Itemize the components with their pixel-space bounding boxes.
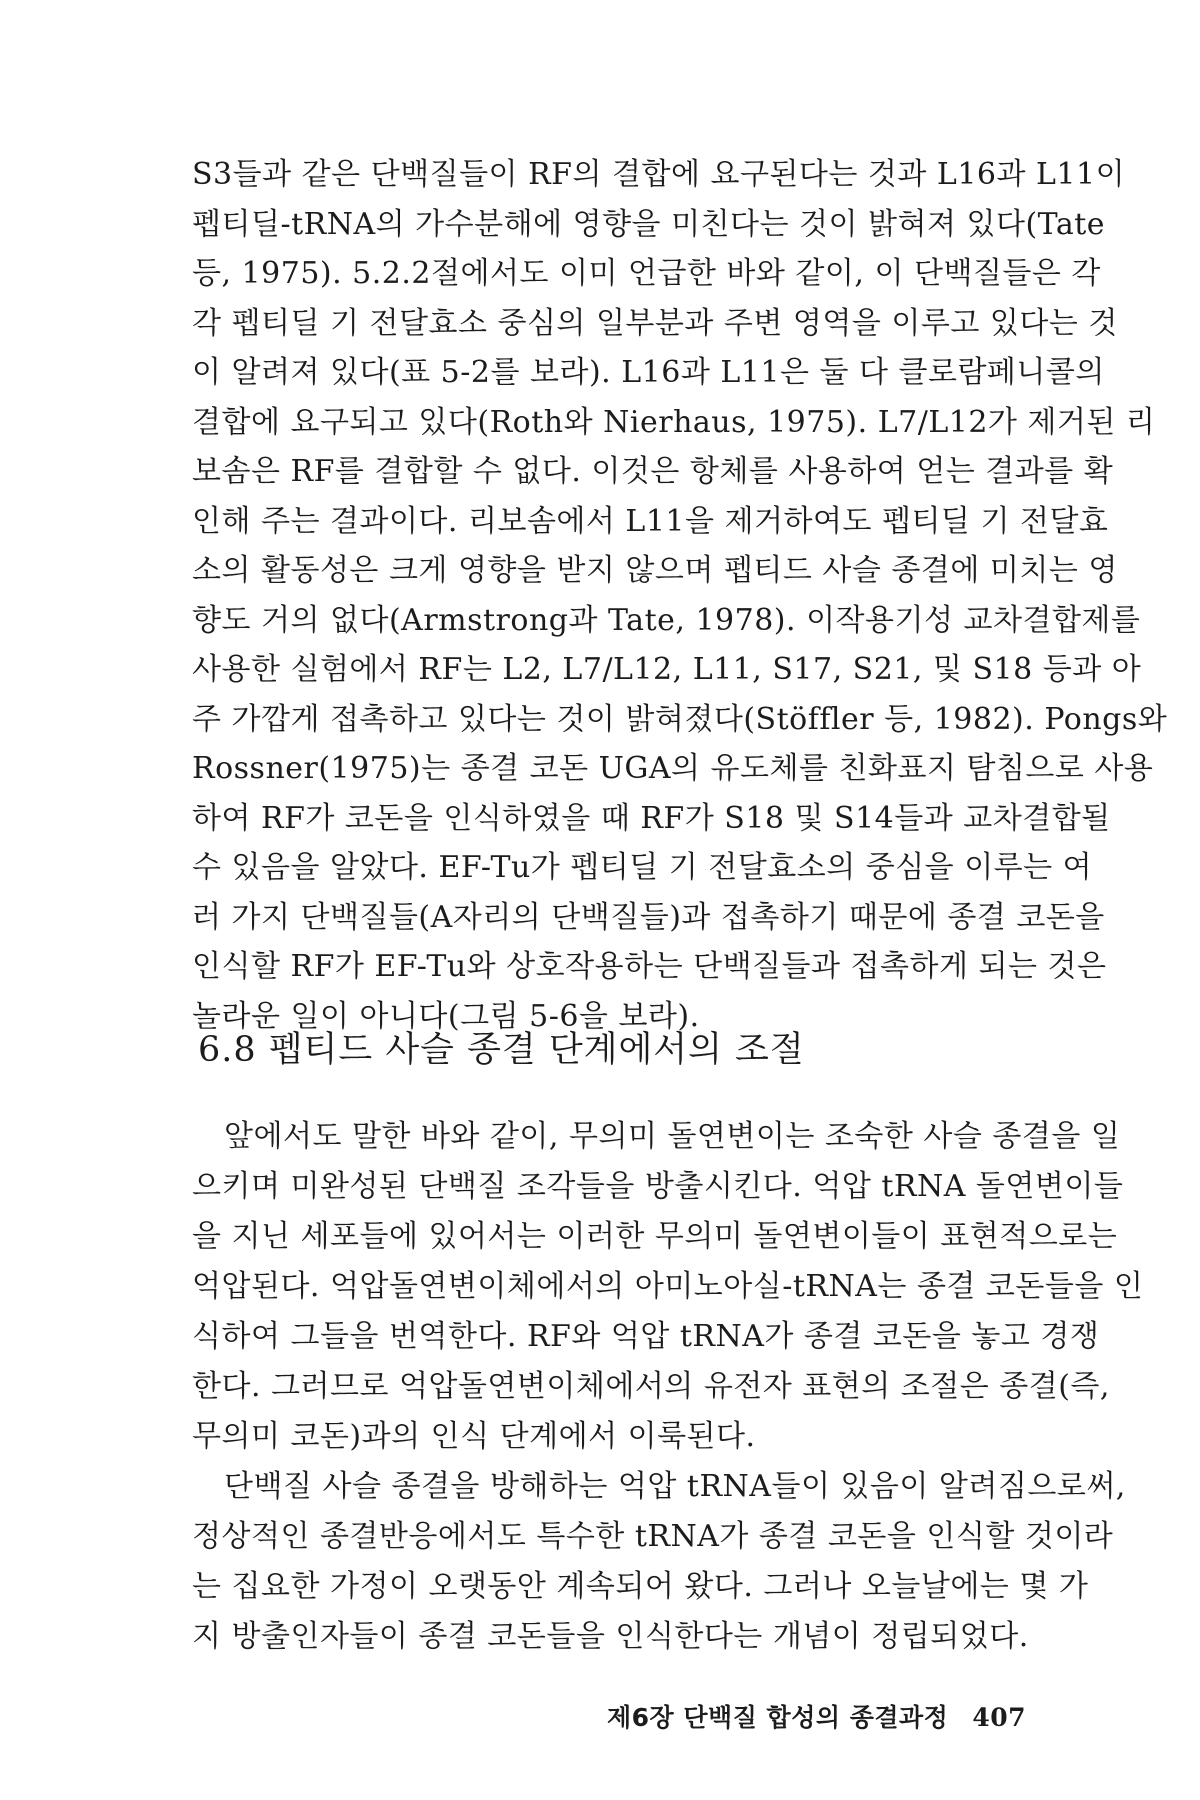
paragraph-line: 러 가지 단백질들(A자리의 단백질들)과 접촉하기 때문에 종결 코돈을 <box>192 899 1105 935</box>
paragraph-line: 사용한 실험에서 RF는 L2, L7/L12, L11, S17, S21, 및 S18 등과 아 <box>192 652 1142 687</box>
paragraph-line: 등, 1975). 5.2.2절에서도 이미 언급한 바와 같이, 이 단백질들은 각 <box>192 256 1101 291</box>
paragraph-line: 펩티딜-tRNA의 가수분해에 영향을 미친다는 것이 밝혀져 있다(Tate <box>192 206 1106 242</box>
paragraph-line: 하여 RF가 코돈을 인식하였을 때 RF가 S18 및 S14들과 교차결합될 <box>192 800 1111 836</box>
page-footer <box>607 1698 1026 1734</box>
paragraph-line: 앞에서도 말한 바와 같이, 무의미 돌연변이는 조숙한 사슬 종결을 일 <box>224 1119 1121 1154</box>
paragraph-line: 보솜은 RF를 결합할 수 없다. 이것은 항체를 사용하여 얻는 결과를 확 <box>192 454 1114 489</box>
paragraph-line: 식하여 그들을 번역한다. RF와 억압 tRNA가 종결 코돈을 놓고 경쟁 <box>192 1319 1100 1354</box>
paragraph-line: Rossner(1975)는 종결 코돈 UGA의 유도체를 친화표지 탐침으로 사용 <box>192 751 1154 786</box>
paragraph-line: 으키며 미완성된 단백질 조각들을 방출시킨다. 억압 tRNA 돌연변이들 <box>192 1169 1124 1204</box>
paragraph-1 <box>192 150 1168 1041</box>
paragraph-line: 억압된다. 억압돌연변이체에서의 아미노아실-tRNA는 종결 코돈들을 인 <box>192 1269 1144 1304</box>
paragraph-line: 한다. 그러므로 억압돌연변이체에서의 유전자 표현의 조절은 종결(즉, <box>192 1369 1110 1404</box>
paragraph-line: 주 가깝게 접촉하고 있다는 것이 밝혀졌다(Stöffler 등, 1982). Pongs와 <box>192 701 1168 737</box>
running-title: 제6장 단백질 합성의 종결과정 <box>607 1703 949 1732</box>
paragraph-line: 향도 거의 없다(Armstrong과 Tate, 1978). 이작용기성 교차결합제를 <box>192 602 1141 638</box>
paragraph-line: 지 방출인자들이 종결 코돈들을 인식한다는 개념이 정립되었다. <box>192 1619 1029 1654</box>
paragraph-line: 결합에 요구되고 있다(Roth와 Nierhaus, 1975). L7/L12가 제거된 리 <box>192 404 1156 440</box>
paragraph-line: 정상적인 종결반응에서도 특수한 tRNA가 종결 코돈을 인식할 것이라 <box>192 1519 1114 1554</box>
paragraph-line: 단백질 사슬 종결을 방해하는 억압 tRNA들이 있음이 알려짐으로써, <box>224 1469 1126 1504</box>
paragraph-line: 무의미 코돈)과의 인식 단계에서 이룩된다. <box>192 1419 756 1454</box>
paragraph-line: 는 집요한 가정이 오랫동안 계속되어 왔다. 그러나 오늘날에는 몇 가 <box>192 1569 1089 1604</box>
paragraph-line: 소의 활동성은 크게 영향을 받지 않으며 펩티드 사슬 종결에 미치는 영 <box>192 553 1118 588</box>
paragraph-line: S3들과 같은 단백질들이 RF의 결합에 요구된다는 것과 L16과 L11이 <box>192 157 1126 192</box>
paragraph-line: 인해 주는 결과이다. 리보솜에서 L11을 제거하여도 펩티딜 기 전달효 <box>192 503 1109 539</box>
paragraph-line: 이 알려져 있다(표 5-2를 보라). L16과 L11은 둘 다 클로람페니콜의 <box>192 355 1105 390</box>
paragraph-line: 인식할 RF가 EF-Tu와 상호작용하는 단백질들과 접촉하게 되는 것은 <box>192 949 1107 984</box>
paragraph-line: 을 지닌 세포들에 있어서는 이러한 무의미 돌연변이들이 표현적으로는 <box>192 1219 1118 1254</box>
paragraph-line: 수 있음을 알았다. EF-Tu가 펩티딜 기 전달효소의 중심을 이루는 여 <box>192 850 1093 885</box>
page-number: 407 <box>972 1703 1026 1732</box>
section-heading: 6.8 펩티드 사슬 종결 단계에서의 조절 <box>198 1030 805 1070</box>
paragraph-line: 놀라운 일이 아니다(그림 5-6을 보라). <box>192 998 700 1034</box>
paragraph-line: 각 펩티딜 기 전달효소 중심의 일부분과 주변 영역을 이루고 있다는 것 <box>192 305 1118 341</box>
paragraph-2-and-3 <box>192 1112 1144 1662</box>
